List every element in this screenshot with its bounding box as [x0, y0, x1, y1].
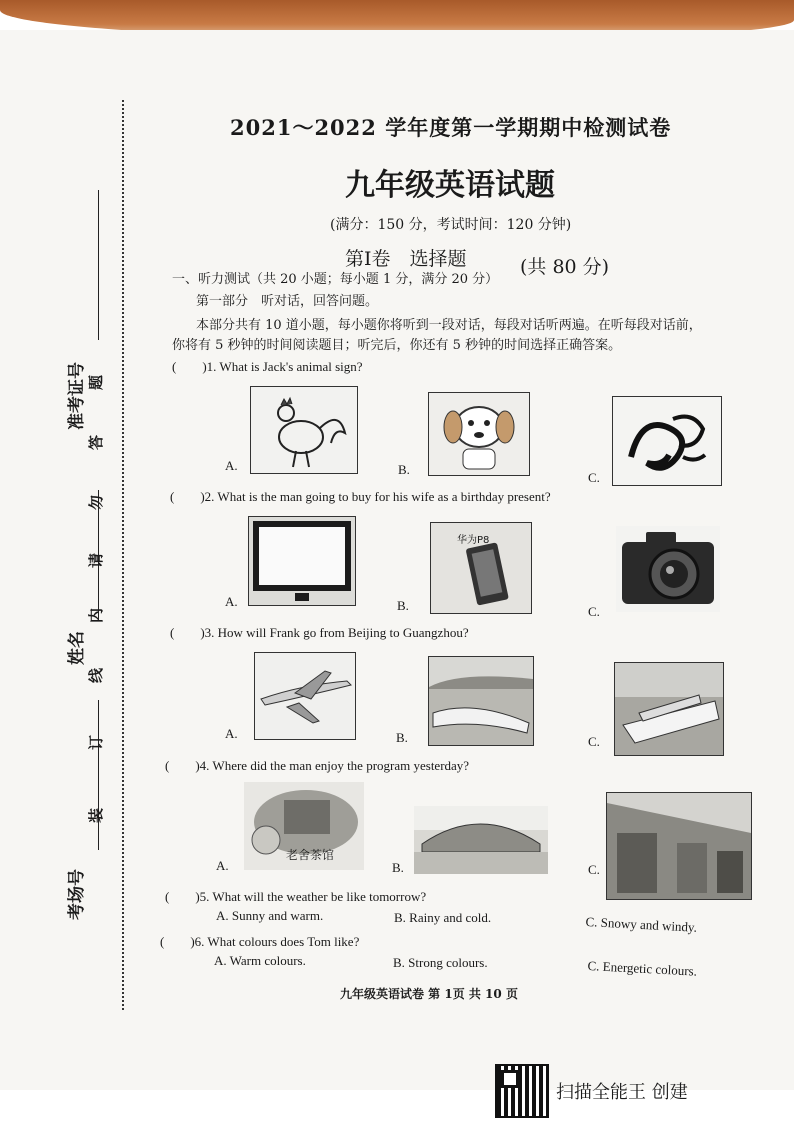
- q3-option-a: A.: [225, 726, 238, 741]
- q1-option-b: B.: [398, 462, 410, 477]
- q4-option-a: A.: [216, 858, 229, 873]
- tv-picture: [248, 516, 356, 606]
- seal-char-6: 线: [87, 667, 106, 684]
- dragon-papercut-picture: [612, 396, 722, 486]
- dog-picture: [428, 392, 530, 476]
- teahouse-picture: [244, 782, 364, 870]
- camera-picture: [616, 526, 720, 612]
- seal-char-3: 勿: [87, 494, 106, 511]
- q5-option-c: C. Snowy and windy.: [585, 914, 698, 935]
- seal-char-8: 装: [87, 807, 106, 824]
- teahouse-label: 老舍茶馆: [286, 848, 335, 862]
- exam-title: 2021～2022 学年度第一学期期中检测试卷: [230, 115, 672, 140]
- exam-no-line: [98, 190, 99, 340]
- seal-char-7: 订: [87, 734, 106, 751]
- question-1: ( )1. What is Jack's animal sign?: [172, 359, 363, 374]
- q3-option-c: C.: [588, 734, 600, 749]
- q4-option-c: C.: [588, 862, 600, 877]
- q2-option-b: B.: [397, 598, 409, 613]
- q2-option-a: A.: [225, 594, 238, 609]
- room-line: [98, 700, 99, 850]
- question-2: ( )2. What is the man going to buy for his wife as a birthday present?: [170, 489, 551, 504]
- page-footer: 九年级英语试卷 第 1页 共 10 页: [340, 987, 518, 1001]
- q6-option-b: B. Strong colours.: [393, 955, 488, 970]
- train-picture: [428, 656, 534, 746]
- paper-title: 九年级英语试题: [345, 168, 555, 203]
- stadium-picture: [414, 806, 548, 874]
- phone-picture: [430, 522, 532, 614]
- q3-option-b: B.: [396, 730, 408, 745]
- hutong-picture: [606, 792, 752, 900]
- q5-option-a: A. Sunny and warm.: [216, 908, 324, 923]
- instruction-line-2: 你将有 5 秒钟的时间阅读题目；听完后，你还有 5 秒钟的时间选择正确答案。: [172, 338, 622, 353]
- seal-char-5: 内: [87, 607, 106, 624]
- binding-dotted-line: [122, 100, 124, 1010]
- q2-option-c: C.: [588, 604, 600, 619]
- ship-picture: [614, 662, 724, 756]
- q1-option-c: C.: [588, 470, 600, 485]
- question-4: ( )4. Where did the man enjoy the program yesterday?: [165, 758, 470, 773]
- section-score: (共 80 分): [520, 256, 610, 278]
- question-6: ( )6. What colours does Tom like?: [160, 934, 360, 949]
- listening-part-title: 一、听力测试（共 20 小题；每小题 1 分，满分 20 分）: [172, 272, 499, 287]
- seal-char-1: 题: [87, 374, 106, 391]
- phone-label: 华为P8: [457, 535, 490, 546]
- q6-option-c: C. Energetic colours.: [587, 958, 698, 979]
- rooster-picture: [250, 386, 358, 474]
- room-label: 考场号: [67, 869, 87, 920]
- part1-title: 第一部分 听对话，回答问题。: [196, 294, 379, 309]
- qr-code-icon: [495, 1064, 549, 1118]
- airplane-picture: [254, 652, 356, 740]
- q1-option-a: A.: [225, 458, 238, 473]
- q5-option-b: B. Rainy and cold.: [394, 910, 492, 925]
- seal-char-2: 答: [87, 434, 106, 451]
- q4-option-b: B.: [392, 860, 404, 875]
- section-title: 第Ⅰ卷 选择题: [345, 248, 467, 270]
- seal-char-4: 请: [87, 552, 106, 569]
- instruction-line-1: 本部分共有 10 道小题，每小题你将听到一段对话，每段对话听两遍。在听每段对话前，: [196, 318, 702, 333]
- question-3: ( )3. How will Frank go from Beijing to Guangzhou?: [170, 625, 469, 640]
- q6-option-a: A. Warm colours.: [214, 953, 306, 968]
- exam-info: (满分：150 分，考试时间：120 分钟): [330, 217, 572, 233]
- exam-no-label: 准考证号: [67, 362, 87, 430]
- name-label: 姓名: [67, 631, 87, 665]
- scanner-watermark: 扫描全能王 创建: [556, 1082, 688, 1103]
- question-5: ( )5. What will the weather be like tomorrow?: [165, 889, 427, 904]
